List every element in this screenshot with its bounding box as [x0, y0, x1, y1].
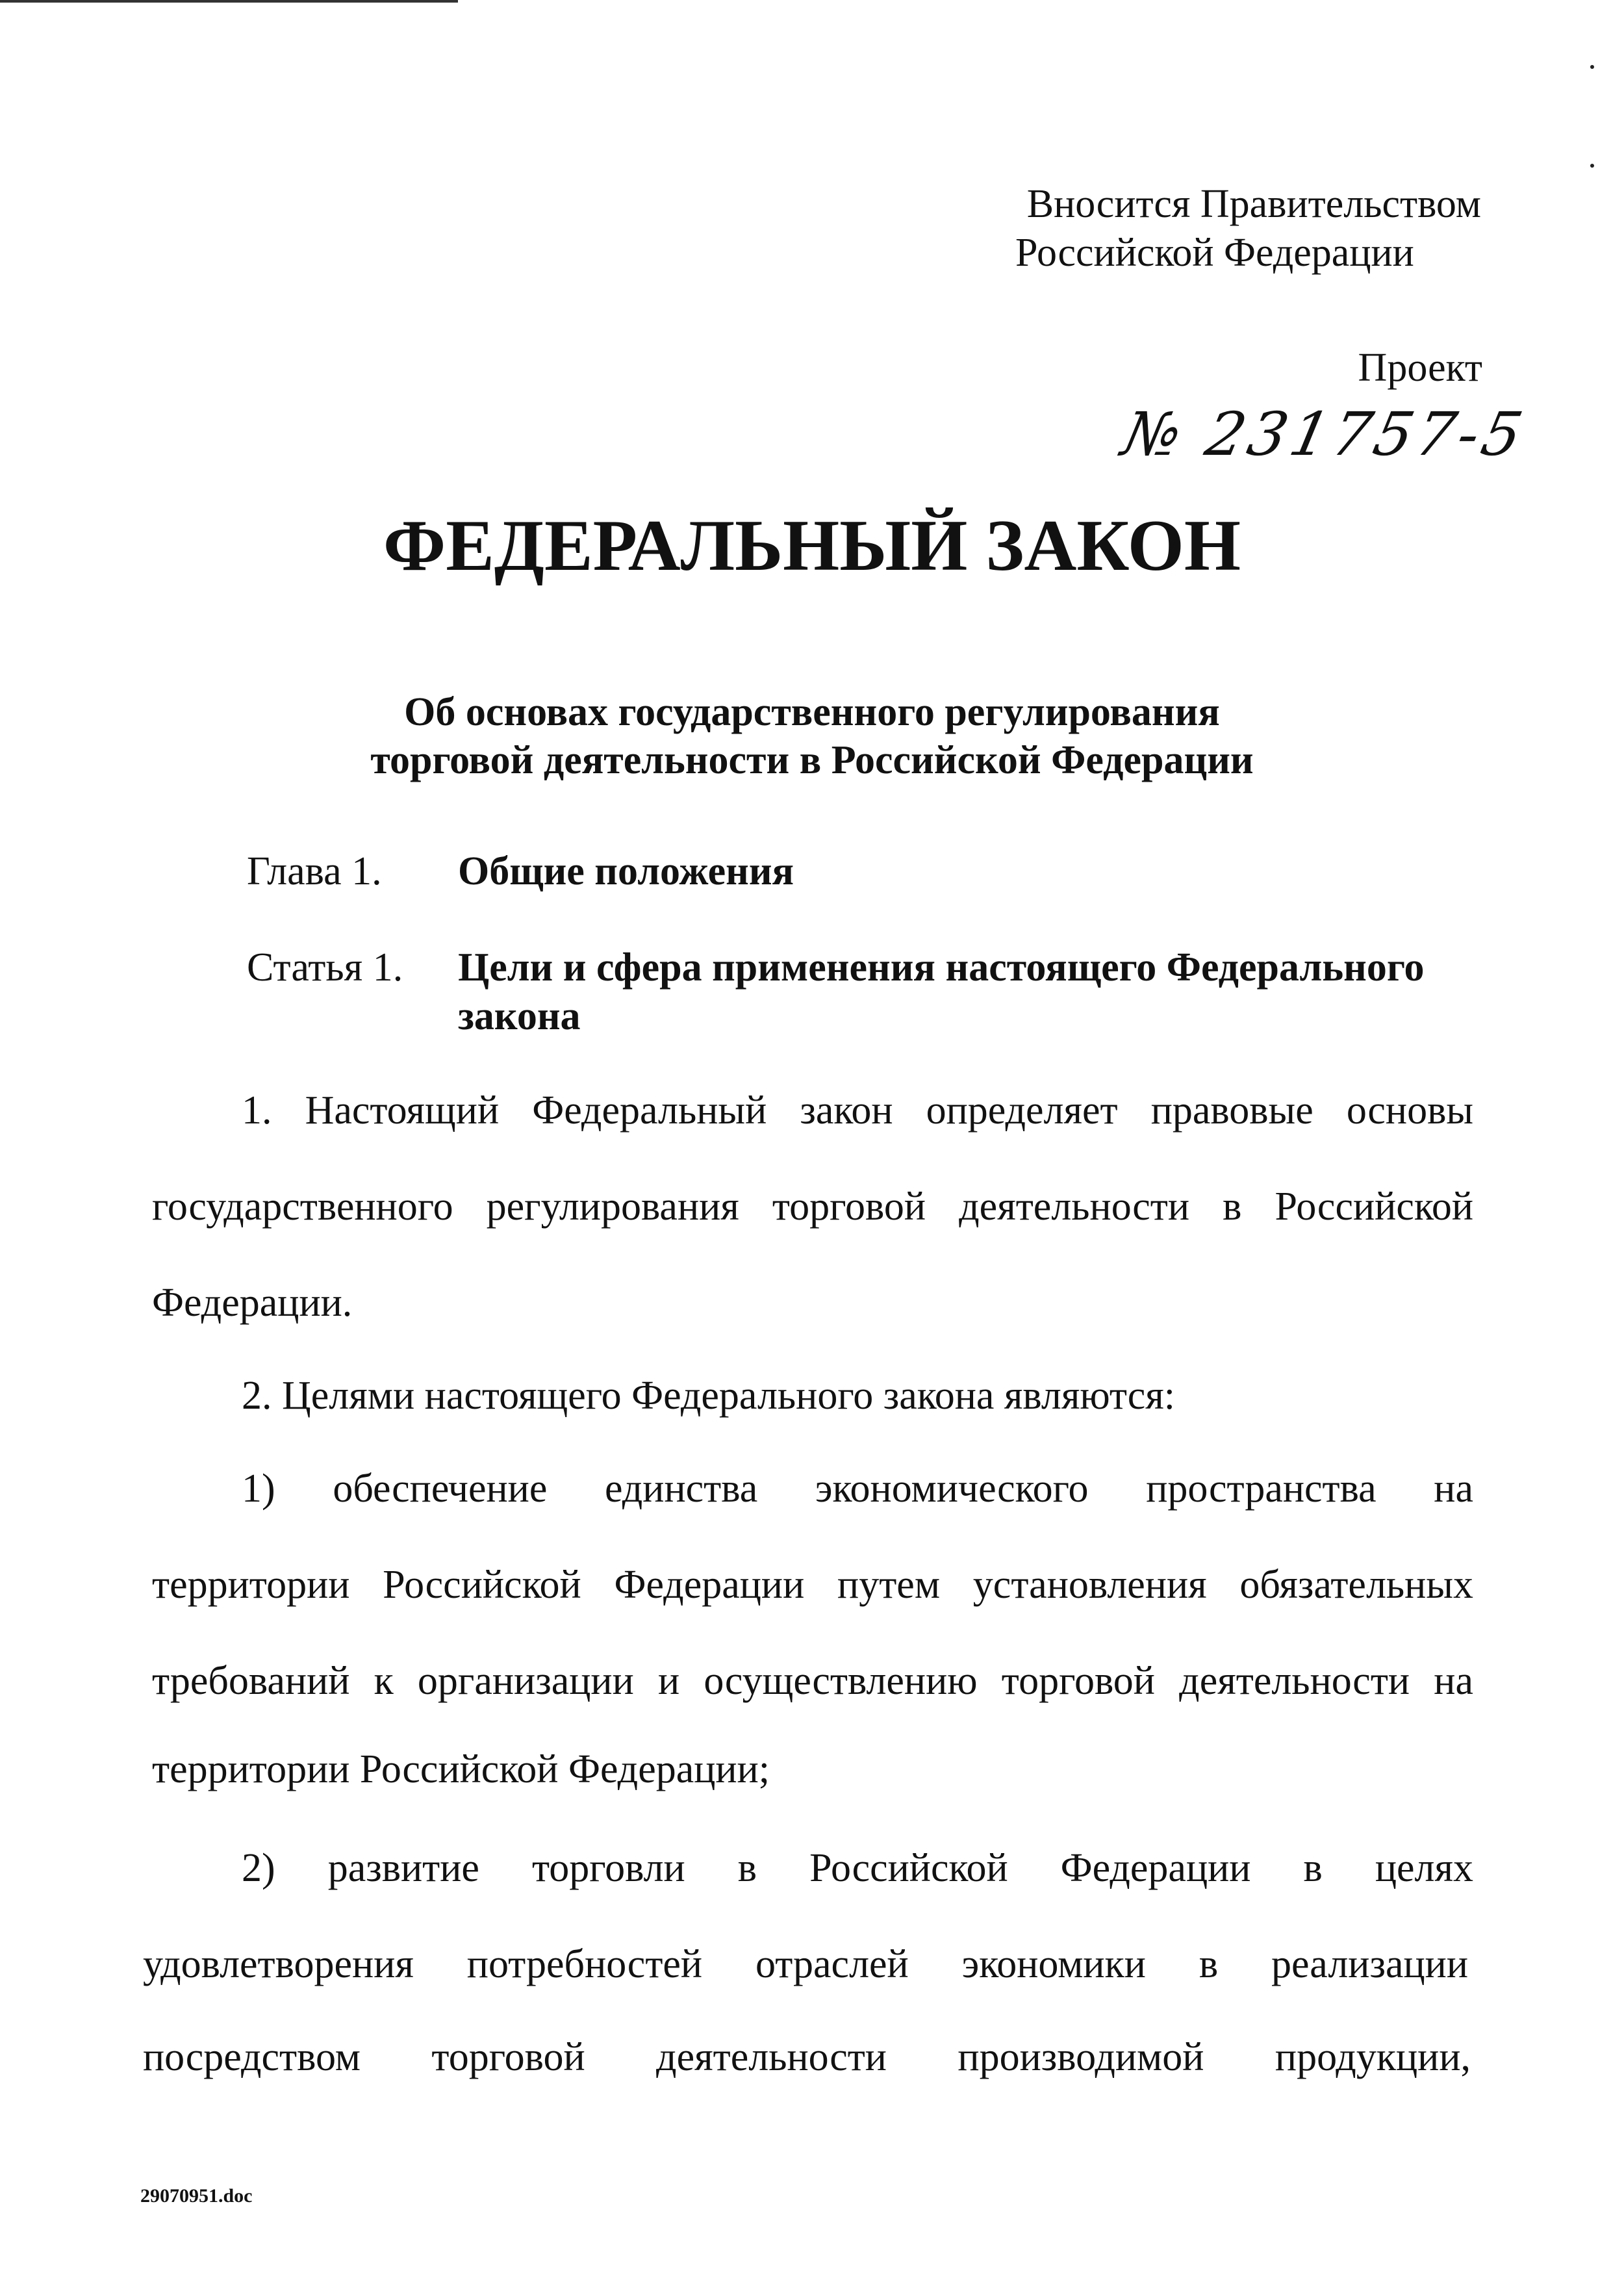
scan-speck — [1590, 164, 1594, 168]
article-title-line-1: Цели и сфера применения настоящего Федерального — [458, 945, 1425, 990]
paragraph-2-line: 2. Целями настоящего Федерального закона являются: — [242, 1374, 1175, 1418]
footer-filename: 29070951.doc — [140, 2185, 253, 2207]
article-label: Статья 1. — [247, 945, 403, 990]
paragraph-1-line: 1. Настоящий Федеральный закон определяет правовые основы — [242, 1088, 1473, 1133]
item-1-line: территории Российской Федерации; — [152, 1747, 770, 1791]
scan-speck — [1590, 65, 1594, 69]
handwritten-registration-number: № 231757-5 — [1116, 400, 1532, 469]
item-1-line: 1) обеспечение единства экономического пространства на — [242, 1467, 1473, 1511]
document-title: ФЕДЕРАЛЬНЫЙ ЗАКОН — [383, 506, 1241, 586]
item-1-line: требований к организации и осуществлению торговой деятельности на — [152, 1659, 1473, 1703]
submitted-by-line-1: Вносится Правительством — [1026, 182, 1481, 226]
item-2-line: удовлетворения потребностей отраслей экономики в реализации — [143, 1942, 1468, 1986]
chapter-label: Глава 1. — [247, 849, 382, 893]
paragraph-1-line: государственного регулирования торговой деятельности в Российской — [152, 1185, 1473, 1229]
item-1-line: территории Российской Федерации путем установления обязательных — [152, 1563, 1473, 1607]
submitted-by-line-2: Российской Федерации — [1015, 231, 1414, 275]
chapter-title: Общие положения — [458, 849, 794, 893]
item-2-line: посредством торговой деятельности производимой продукции, — [143, 2035, 1471, 2079]
article-title-line-2: закона — [458, 994, 581, 1038]
subtitle-line-1: Об основах государственного регулирования — [404, 690, 1220, 734]
scan-edge-line — [0, 0, 458, 3]
draft-status: Проект — [1358, 346, 1482, 390]
item-2-line: 2) развитие торговли в Российской Федерации в целях — [242, 1846, 1473, 1890]
subtitle-line-2: торговой деятельности в Российской Федерации — [370, 738, 1254, 782]
paragraph-1-line: Федерации. — [152, 1281, 353, 1325]
